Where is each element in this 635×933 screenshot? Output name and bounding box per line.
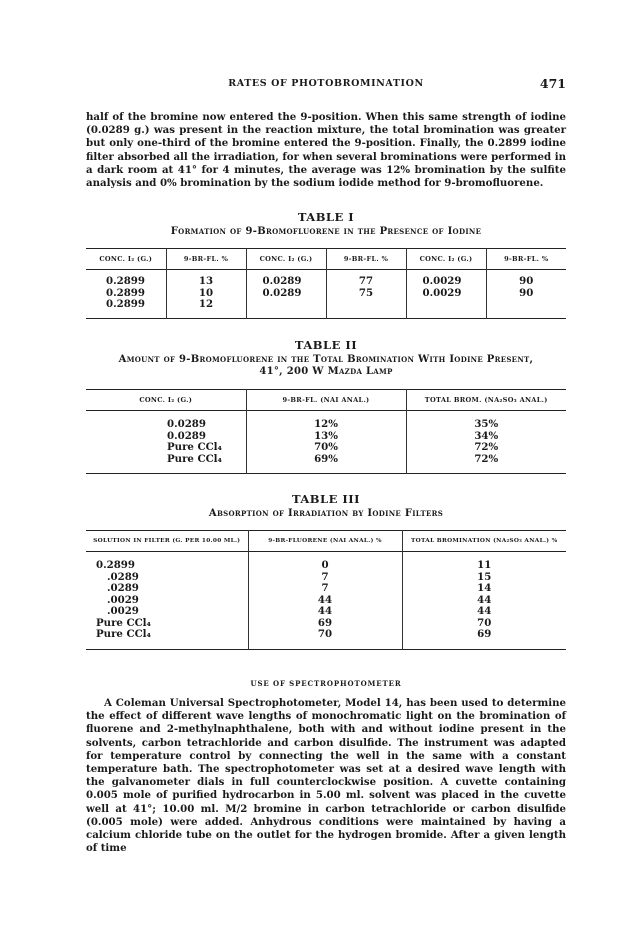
table-cell: 72% — [474, 441, 499, 453]
table3-caption-block — [86, 492, 566, 520]
table3-header-row — [86, 531, 566, 552]
table1-col-pct3 — [486, 270, 566, 319]
table-cell: 69 — [317, 616, 333, 629]
table2-header-cell: TOTAL BROM. (NA₂SO₃ ANAL.) — [424, 396, 548, 404]
table-cell: 0.2899 — [96, 559, 135, 571]
table-cell: Pure CCl₄ — [96, 616, 152, 629]
table-cell: 69% — [314, 452, 338, 465]
table3-title: TABLE III — [291, 492, 361, 506]
table1-col-conc1 — [86, 270, 166, 319]
table-cell: 7 — [321, 570, 329, 583]
table1-caption-block — [86, 210, 566, 238]
table-cell: 44 — [477, 593, 492, 606]
table-cell: .0029 — [107, 593, 139, 606]
table-cell: 0.0029 — [422, 286, 462, 299]
table1 — [86, 248, 566, 319]
table-cell: 12% — [314, 418, 338, 430]
table2-body-row — [86, 411, 566, 474]
table-cell: 0.0289 — [262, 286, 302, 299]
table-cell: 70% — [314, 441, 338, 453]
table-cell: 44 — [477, 605, 492, 617]
table-cell: 14 — [477, 582, 492, 594]
table-cell: 0.0289 — [167, 429, 206, 442]
table-cell: 70 — [477, 616, 492, 629]
table-cell: Pure CCl₄ — [96, 628, 152, 640]
table-cell: 7 — [321, 582, 329, 594]
table3-caption: Absorption of Irradiation by Iodine Filters — [208, 508, 444, 519]
table-cell: 77 — [358, 275, 374, 287]
table-cell: 0.0289 — [262, 275, 302, 287]
table1-title: TABLE I — [297, 210, 355, 224]
table1-header-cell: 9-BR-FL. % — [504, 255, 549, 263]
body-paragraph: A Coleman Universal Spectrophotometer, Model 14, has been used to determine the effect of different wave lengths of monochromatic light on the bromination of fluorene and 2-methylnaphthalene, both with and without iodine present in the solvents, carbon tetrachloride and carbon disulfide. The instrument was adapted for temperature control by connecting the well in the same with a constant temperature bath. The spectrophotometer was set at a desired wave length with the galvanometer dials in full counterclockwise position. A cuvette containing 0.005 mole of purified hydrocarbon in 5.00 ml. solvent was placed in the cuvette well at 41°; 10.00 ml. M/2 bromine in carbon tetrachloride or carbon disulfide (0.005 mole) were added. Anhydrous conditions were maintained by having a calcium chloride tube on the outlet for the hydrogen bromide. After a given length of time — [86, 697, 566, 855]
table2-col-total — [406, 411, 566, 474]
table2-header-cell: CONC. I₂ (G.) — [86, 390, 246, 411]
table1-header-cell: CONC. I₂ (G.) — [406, 249, 486, 270]
table-cell: 75 — [358, 286, 374, 299]
table-cell: 10 — [198, 286, 214, 299]
running-title: RATES OF PHOTOBROMINATION — [228, 78, 424, 89]
table2 — [86, 389, 566, 474]
table2-title: TABLE II — [294, 338, 358, 352]
intro-paragraph: half of the bromine now entered the 9-position. When this same strength of iodine (0.0289 g.) was present in the reaction mixture, the total bromination was greater but only one-third of the bromine entered the 9-position. Finally, the 0.2899 iodine filter absorbed all the irradiation, for when several brominations were performed in a dark room at 41° for 4 minutes, the average was 12% bromination by the sulfite analysis and 0% bromination by the sodium iodide method for 9-bromofluorene. — [86, 111, 566, 190]
table1-caption: Formation of 9-Bromofluorene in the Presence of Iodine — [170, 226, 482, 237]
table-cell: 0.2899 — [106, 298, 145, 310]
table-cell: 0.2899 — [106, 275, 145, 287]
table-cell: .0289 — [107, 582, 139, 594]
table3-header-cell: 9-BR-FLUORENE (NAI ANAL.) % — [248, 531, 402, 552]
table-cell: 70 — [317, 628, 333, 640]
table-cell: 0.0289 — [167, 418, 206, 430]
table-cell: 0.2899 — [106, 286, 145, 299]
table2-caption-line2: 41°, 200 W Mazda Lamp — [259, 366, 393, 377]
page-number: 471 — [539, 76, 566, 91]
table3-header-cell: SOLUTION IN FILTER (G. PER 10.00 ML.) — [86, 531, 248, 552]
table3-header-cell: TOTAL BROMINATION (NA₂SO₃ ANAL.) % — [411, 538, 558, 544]
table-cell: .0029 — [107, 605, 139, 617]
table-cell: 12 — [198, 298, 214, 310]
table-cell: 90 — [519, 286, 534, 299]
table1-col-conc2 — [246, 270, 326, 319]
table-cell: 0.0029 — [422, 275, 462, 287]
table2-caption-block — [86, 338, 566, 378]
table-cell: 72% — [474, 452, 499, 465]
table-cell: 44 — [317, 605, 333, 617]
table-cell: 13 — [198, 275, 214, 287]
table1-body-row — [86, 270, 566, 319]
table2-col-brfl — [246, 411, 406, 474]
intro-paragraph-block — [86, 111, 566, 190]
table-cell: 15 — [477, 570, 492, 583]
table-cell: 35% — [474, 418, 499, 430]
table1-header-cell: CONC. I₂ (G.) — [86, 249, 166, 270]
table3-col-brfl — [248, 552, 402, 650]
table-cell: 44 — [317, 593, 333, 606]
table-cell: 0 — [321, 559, 329, 571]
table1-col-pct1 — [166, 270, 246, 319]
table-cell: 11 — [477, 559, 492, 571]
table3-col-solution — [86, 552, 248, 650]
table3-body-row — [86, 552, 566, 650]
table2-header-row — [86, 390, 566, 411]
table-cell: 90 — [519, 275, 534, 287]
table3-col-total — [402, 552, 566, 650]
table-cell: Pure CCl₄ — [167, 441, 223, 453]
table1-header-cell: CONC. I₂ (G.) — [246, 249, 326, 270]
table2-caption-line1: Amount of 9-Bromofluorene in the Total Bromination With Iodine Present, — [118, 354, 534, 365]
running-header — [86, 78, 566, 94]
table1-header-cell: 9-BR-FL. % — [166, 249, 246, 270]
table-cell: 13% — [314, 429, 338, 442]
table-cell: .0289 — [107, 570, 139, 583]
table1-header-row — [86, 249, 566, 270]
table1-col-conc3 — [406, 270, 486, 319]
section-heading: USE OF SPECTROPHOTOMETER — [250, 679, 402, 688]
table3 — [86, 530, 566, 650]
body-paragraph-block — [86, 697, 566, 855]
table2-col-conc — [86, 411, 246, 474]
table2-header-cell: 9-BR-FL. (NAI ANAL.) — [246, 390, 406, 411]
table-cell: 69 — [477, 628, 492, 640]
table-cell: 34% — [474, 429, 499, 442]
table1-header-cell: 9-BR-FL. % — [326, 249, 406, 270]
table-cell: Pure CCl₄ — [167, 452, 223, 465]
table1-col-pct2 — [326, 270, 406, 319]
